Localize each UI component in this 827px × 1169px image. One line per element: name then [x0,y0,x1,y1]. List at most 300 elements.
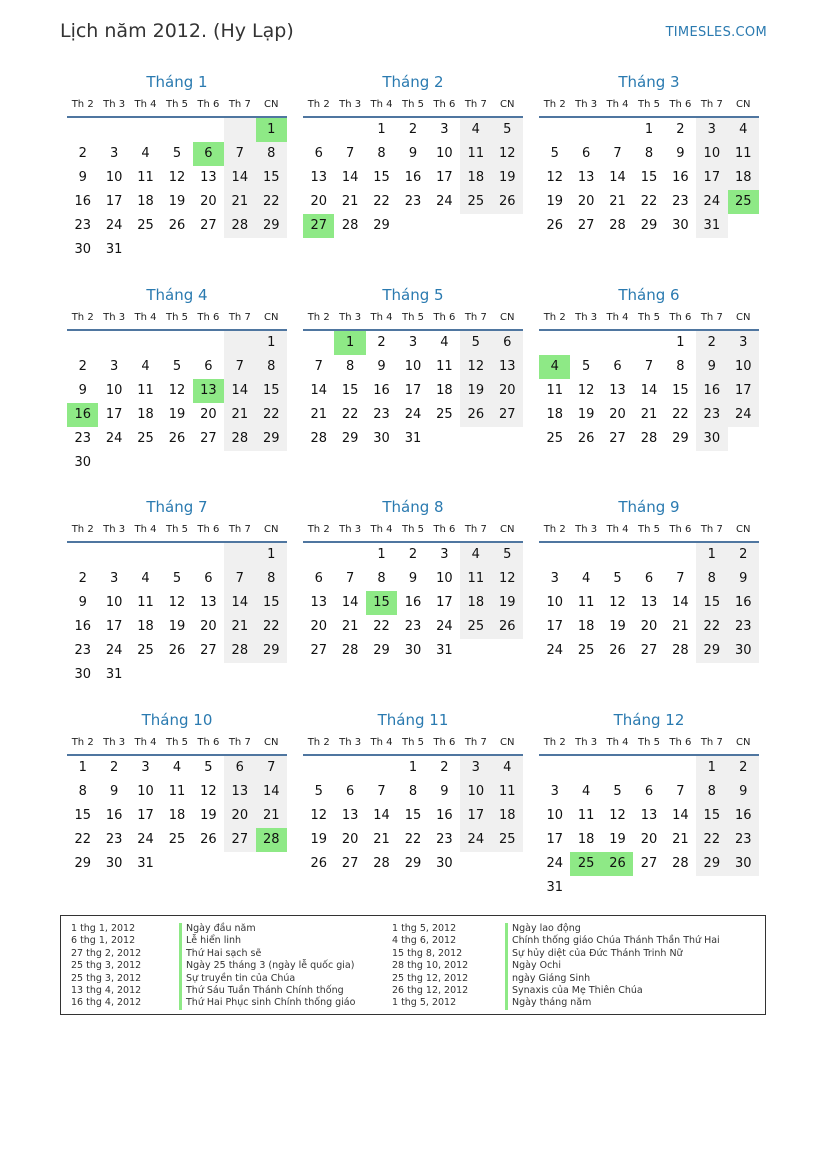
day-cell[interactable]: 3 [728,331,759,355]
day-cell[interactable]: 16 [404,170,422,185]
day-cell[interactable]: 21 [224,403,255,427]
day-cell[interactable]: 21 [310,407,327,422]
day-cell[interactable]: 22 [341,407,359,422]
day-cell[interactable]: 28 [672,643,689,658]
day-cell[interactable]: 28 [672,856,689,871]
day-cell[interactable]: 24 [404,407,422,422]
day-cell[interactable]: 19 [310,832,327,847]
day-cell[interactable]: 16 [105,808,123,823]
day-cell[interactable]: 9 [78,170,87,185]
day-cell[interactable]: 21 [672,619,689,634]
day-cell[interactable]: 16 [74,619,91,634]
day-cell[interactable]: 20 [200,194,217,209]
day-cell[interactable]: 6 [314,146,323,161]
day-cell[interactable]: 8 [377,146,386,161]
day-cell[interactable]: 4 [492,756,523,780]
holiday-day-cell[interactable]: 16 [67,403,98,427]
day-cell[interactable]: 18 [137,194,154,209]
day-cell[interactable]: 6 [204,359,213,374]
day-cell[interactable]: 16 [672,170,689,185]
day-cell[interactable]: 19 [546,194,563,209]
day-cell[interactable]: 24 [105,643,123,658]
day-cell[interactable]: 11 [137,595,154,610]
day-cell[interactable]: 11 [577,595,595,610]
day-cell[interactable]: 21 [256,804,287,828]
day-cell[interactable]: 26 [609,643,626,658]
day-cell[interactable]: 18 [460,591,491,615]
day-cell[interactable]: 30 [696,427,727,451]
day-cell[interactable]: 18 [546,407,563,422]
day-cell[interactable]: 6 [492,331,523,355]
day-cell[interactable]: 4 [460,118,491,142]
day-cell[interactable]: 27 [609,431,626,446]
day-cell[interactable]: 17 [546,619,563,634]
day-cell[interactable]: 23 [74,218,91,233]
day-cell[interactable]: 20 [577,194,595,209]
day-cell[interactable]: 5 [613,571,622,586]
day-cell[interactable]: 5 [172,571,182,586]
day-cell[interactable]: 2 [78,146,87,161]
day-cell[interactable]: 4 [581,571,591,586]
day-cell[interactable]: 23 [404,619,422,634]
day-cell[interactable]: 24 [728,403,759,427]
day-cell[interactable]: 12 [460,355,491,379]
day-cell[interactable]: 26 [546,218,563,233]
day-cell[interactable]: 11 [492,780,523,804]
day-cell[interactable]: 29 [404,856,422,871]
day-cell[interactable]: 31 [404,431,422,446]
day-cell[interactable]: 8 [78,784,87,799]
day-cell[interactable]: 13 [640,595,658,610]
day-cell[interactable]: 17 [696,166,727,190]
day-cell[interactable]: 6 [345,784,355,799]
day-cell[interactable]: 27 [200,218,217,233]
day-cell[interactable]: 8 [256,355,287,379]
day-cell[interactable]: 12 [492,567,523,591]
day-cell[interactable]: 7 [345,146,355,161]
day-cell[interactable]: 20 [200,407,217,422]
day-cell[interactable]: 28 [224,427,255,451]
day-cell[interactable]: 17 [105,194,123,209]
day-cell[interactable]: 10 [546,808,563,823]
day-cell[interactable]: 17 [105,407,123,422]
day-cell[interactable]: 11 [546,383,563,398]
day-cell[interactable]: 10 [105,170,123,185]
day-cell[interactable]: 24 [105,218,123,233]
day-cell[interactable]: 12 [168,595,186,610]
day-cell[interactable]: 17 [546,832,563,847]
day-cell[interactable]: 9 [728,780,759,804]
day-cell[interactable]: 19 [492,166,523,190]
day-cell[interactable]: 20 [224,804,255,828]
day-cell[interactable]: 4 [141,146,150,161]
day-cell[interactable]: 3 [550,571,559,586]
day-cell[interactable]: 3 [141,760,150,775]
day-cell[interactable]: 7 [256,756,287,780]
day-cell[interactable]: 19 [168,194,186,209]
day-cell[interactable]: 18 [728,166,759,190]
day-cell[interactable]: 14 [373,808,390,823]
day-cell[interactable]: 19 [200,808,217,823]
day-cell[interactable]: 7 [345,571,355,586]
day-cell[interactable]: 4 [460,543,491,567]
day-cell[interactable]: 26 [168,643,186,658]
day-cell[interactable]: 3 [460,756,491,780]
day-cell[interactable]: 28 [310,431,327,446]
day-cell[interactable]: 2 [408,547,418,562]
day-cell[interactable]: 23 [373,407,390,422]
day-cell[interactable]: 13 [609,383,626,398]
day-cell[interactable]: 7 [224,567,255,591]
day-cell[interactable]: 30 [373,431,390,446]
day-cell[interactable]: 1 [377,547,386,562]
day-cell[interactable]: 21 [224,190,255,214]
day-cell[interactable]: 25 [168,832,186,847]
day-cell[interactable]: 2 [78,571,87,586]
day-cell[interactable]: 1 [696,756,727,780]
day-cell[interactable]: 13 [310,170,327,185]
day-cell[interactable]: 4 [440,335,449,350]
day-cell[interactable]: 14 [672,808,689,823]
day-cell[interactable]: 14 [256,780,287,804]
day-cell[interactable]: 13 [341,808,359,823]
holiday-day-cell[interactable]: 15 [366,591,397,615]
day-cell[interactable]: 7 [613,146,622,161]
day-cell[interactable]: 7 [644,359,654,374]
day-cell[interactable]: 26 [460,403,491,427]
day-cell[interactable]: 19 [577,407,595,422]
holiday-day-cell[interactable]: 28 [256,828,287,852]
day-cell[interactable]: 5 [314,784,323,799]
day-cell[interactable]: 15 [672,383,689,398]
day-cell[interactable]: 27 [200,431,217,446]
day-cell[interactable]: 26 [492,615,523,639]
day-cell[interactable]: 9 [78,383,87,398]
day-cell[interactable]: 29 [256,639,287,663]
day-cell[interactable]: 24 [696,190,727,214]
day-cell[interactable]: 20 [609,407,626,422]
day-cell[interactable]: 14 [341,170,359,185]
day-cell[interactable]: 27 [224,828,255,852]
day-cell[interactable]: 28 [224,214,255,238]
day-cell[interactable]: 2 [728,756,759,780]
day-cell[interactable]: 6 [224,756,255,780]
day-cell[interactable]: 17 [404,383,422,398]
day-cell[interactable]: 9 [728,567,759,591]
day-cell[interactable]: 31 [105,242,123,257]
day-cell[interactable]: 1 [78,760,87,775]
day-cell[interactable]: 10 [436,146,453,161]
day-cell[interactable]: 15 [341,383,359,398]
day-cell[interactable]: 8 [644,146,654,161]
day-cell[interactable]: 29 [696,639,727,663]
day-cell[interactable]: 27 [577,218,595,233]
day-cell[interactable]: 17 [105,619,123,634]
day-cell[interactable]: 31 [137,856,154,871]
day-cell[interactable]: 11 [436,359,453,374]
day-cell[interactable]: 19 [492,591,523,615]
holiday-day-cell[interactable]: 27 [303,214,334,238]
day-cell[interactable]: 19 [168,619,186,634]
day-cell[interactable]: 11 [577,808,595,823]
day-cell[interactable]: 23 [74,431,91,446]
day-cell[interactable]: 11 [728,142,759,166]
day-cell[interactable]: 25 [137,643,154,658]
day-cell[interactable]: 26 [492,190,523,214]
day-cell[interactable]: 8 [256,142,287,166]
day-cell[interactable]: 16 [373,383,390,398]
day-cell[interactable]: 6 [314,571,323,586]
day-cell[interactable]: 22 [404,832,422,847]
day-cell[interactable]: 10 [404,359,422,374]
day-cell[interactable]: 12 [577,383,595,398]
day-cell[interactable]: 11 [137,383,154,398]
day-cell[interactable]: 5 [204,760,213,775]
day-cell[interactable]: 31 [546,880,563,895]
day-cell[interactable]: 9 [408,146,418,161]
day-cell[interactable]: 29 [373,218,390,233]
day-cell[interactable]: 12 [609,808,626,823]
day-cell[interactable]: 13 [200,170,217,185]
day-cell[interactable]: 30 [436,856,453,871]
day-cell[interactable]: 30 [672,218,689,233]
day-cell[interactable]: 10 [105,383,123,398]
day-cell[interactable]: 7 [676,784,685,799]
day-cell[interactable]: 9 [109,784,119,799]
day-cell[interactable]: 24 [546,856,563,871]
day-cell[interactable]: 12 [546,170,563,185]
day-cell[interactable]: 8 [696,780,727,804]
day-cell[interactable]: 9 [676,146,685,161]
day-cell[interactable]: 30 [74,667,91,682]
day-cell[interactable]: 16 [728,591,759,615]
day-cell[interactable]: 20 [310,194,327,209]
day-cell[interactable]: 6 [644,571,654,586]
day-cell[interactable]: 15 [256,591,287,615]
day-cell[interactable]: 25 [577,643,595,658]
day-cell[interactable]: 24 [460,828,491,852]
day-cell[interactable]: 1 [676,335,685,350]
day-cell[interactable]: 29 [341,431,359,446]
day-cell[interactable]: 13 [200,595,217,610]
day-cell[interactable]: 27 [310,643,327,658]
day-cell[interactable]: 9 [377,359,386,374]
day-cell[interactable]: 5 [460,331,491,355]
holiday-day-cell[interactable]: 26 [602,852,633,876]
day-cell[interactable]: 1 [256,543,287,567]
day-cell[interactable]: 18 [577,832,595,847]
day-cell[interactable]: 31 [436,643,453,658]
day-cell[interactable]: 20 [492,379,523,403]
day-cell[interactable]: 18 [168,808,186,823]
day-cell[interactable]: 2 [696,331,727,355]
day-cell[interactable]: 4 [172,760,182,775]
day-cell[interactable]: 15 [256,166,287,190]
day-cell[interactable]: 17 [460,804,491,828]
day-cell[interactable]: 1 [377,122,386,137]
day-cell[interactable]: 30 [105,856,123,871]
day-cell[interactable]: 18 [492,804,523,828]
day-cell[interactable]: 15 [696,804,727,828]
day-cell[interactable]: 5 [172,146,182,161]
day-cell[interactable]: 28 [640,431,658,446]
day-cell[interactable]: 24 [105,431,123,446]
day-cell[interactable]: 13 [224,780,255,804]
day-cell[interactable]: 15 [256,379,287,403]
day-cell[interactable]: 20 [640,832,658,847]
day-cell[interactable]: 5 [492,543,523,567]
day-cell[interactable]: 26 [577,431,595,446]
day-cell[interactable]: 18 [577,619,595,634]
day-cell[interactable]: 12 [200,784,217,799]
day-cell[interactable]: 7 [224,355,255,379]
day-cell[interactable]: 25 [137,431,154,446]
day-cell[interactable]: 6 [644,784,654,799]
day-cell[interactable]: 22 [74,832,91,847]
day-cell[interactable]: 12 [168,170,186,185]
day-cell[interactable]: 25 [460,615,491,639]
day-cell[interactable]: 21 [609,194,626,209]
day-cell[interactable]: 8 [676,359,685,374]
day-cell[interactable]: 26 [200,832,217,847]
day-cell[interactable]: 27 [492,403,523,427]
day-cell[interactable]: 16 [404,595,422,610]
day-cell[interactable]: 5 [172,359,182,374]
day-cell[interactable]: 19 [460,379,491,403]
day-cell[interactable]: 3 [440,547,449,562]
day-cell[interactable]: 29 [373,643,390,658]
day-cell[interactable]: 8 [696,567,727,591]
day-cell[interactable]: 15 [640,170,658,185]
day-cell[interactable]: 23 [105,832,123,847]
day-cell[interactable]: 29 [696,852,727,876]
day-cell[interactable]: 2 [728,543,759,567]
day-cell[interactable]: 16 [74,194,91,209]
day-cell[interactable]: 14 [224,166,255,190]
day-cell[interactable]: 18 [137,619,154,634]
day-cell[interactable]: 3 [109,571,119,586]
day-cell[interactable]: 8 [256,567,287,591]
day-cell[interactable]: 3 [550,784,559,799]
day-cell[interactable]: 25 [546,431,563,446]
day-cell[interactable]: 21 [640,407,658,422]
day-cell[interactable]: 20 [341,832,359,847]
day-cell[interactable]: 26 [310,856,327,871]
day-cell[interactable]: 29 [640,218,658,233]
day-cell[interactable]: 22 [256,403,287,427]
day-cell[interactable]: 4 [728,118,759,142]
day-cell[interactable]: 21 [341,619,359,634]
holiday-day-cell[interactable]: 4 [539,355,570,379]
day-cell[interactable]: 19 [609,619,626,634]
day-cell[interactable]: 7 [314,359,323,374]
day-cell[interactable]: 7 [676,571,685,586]
day-cell[interactable]: 26 [168,218,186,233]
day-cell[interactable]: 10 [546,595,563,610]
day-cell[interactable]: 14 [609,170,626,185]
day-cell[interactable]: 21 [224,615,255,639]
day-cell[interactable]: 3 [109,359,119,374]
day-cell[interactable]: 17 [728,379,759,403]
day-cell[interactable]: 23 [436,832,453,847]
day-cell[interactable]: 21 [373,832,390,847]
day-cell[interactable]: 9 [78,595,87,610]
day-cell[interactable]: 15 [696,591,727,615]
day-cell[interactable]: 22 [640,194,658,209]
day-cell[interactable]: 28 [224,639,255,663]
day-cell[interactable]: 10 [728,355,759,379]
day-cell[interactable]: 17 [436,170,453,185]
day-cell[interactable]: 30 [74,455,91,470]
day-cell[interactable]: 24 [546,643,563,658]
day-cell[interactable]: 16 [696,379,727,403]
day-cell[interactable]: 25 [137,218,154,233]
day-cell[interactable]: 2 [109,760,119,775]
day-cell[interactable]: 5 [581,359,591,374]
day-cell[interactable]: 28 [341,218,359,233]
day-cell[interactable]: 3 [696,118,727,142]
day-cell[interactable]: 28 [609,218,626,233]
day-cell[interactable]: 24 [436,619,453,634]
day-cell[interactable]: 2 [377,335,386,350]
day-cell[interactable]: 10 [137,784,154,799]
day-cell[interactable]: 24 [436,194,453,209]
day-cell[interactable]: 22 [696,828,727,852]
day-cell[interactable]: 25 [436,407,453,422]
day-cell[interactable]: 27 [640,856,658,871]
day-cell[interactable]: 8 [408,784,418,799]
holiday-day-cell[interactable]: 6 [193,142,224,166]
day-cell[interactable]: 11 [137,170,154,185]
day-cell[interactable]: 21 [672,832,689,847]
day-cell[interactable]: 14 [224,591,255,615]
day-cell[interactable]: 16 [728,804,759,828]
day-cell[interactable]: 30 [404,643,422,658]
day-cell[interactable]: 10 [436,571,453,586]
day-cell[interactable]: 17 [137,808,154,823]
day-cell[interactable]: 6 [613,359,622,374]
day-cell[interactable]: 20 [310,619,327,634]
day-cell[interactable]: 3 [408,335,418,350]
day-cell[interactable]: 29 [74,856,91,871]
day-cell[interactable]: 12 [310,808,327,823]
day-cell[interactable]: 22 [696,615,727,639]
day-cell[interactable]: 3 [109,146,119,161]
day-cell[interactable]: 9 [440,784,449,799]
day-cell[interactable]: 10 [460,780,491,804]
day-cell[interactable]: 24 [137,832,154,847]
day-cell[interactable]: 18 [137,407,154,422]
holiday-day-cell[interactable]: 25 [728,190,759,214]
day-cell[interactable]: 14 [310,383,327,398]
day-cell[interactable]: 7 [377,784,386,799]
day-cell[interactable]: 2 [408,122,418,137]
day-cell[interactable]: 25 [460,190,491,214]
day-cell[interactable]: 11 [168,784,186,799]
day-cell[interactable]: 16 [436,808,453,823]
day-cell[interactable]: 2 [676,122,685,137]
day-cell[interactable]: 23 [728,828,759,852]
day-cell[interactable]: 27 [640,643,658,658]
day-cell[interactable]: 4 [141,359,150,374]
holiday-day-cell[interactable]: 13 [193,379,224,403]
day-cell[interactable]: 4 [581,784,591,799]
day-cell[interactable]: 19 [609,832,626,847]
day-cell[interactable]: 23 [672,194,689,209]
day-cell[interactable]: 9 [696,355,727,379]
day-cell[interactable]: 12 [168,383,186,398]
day-cell[interactable]: 11 [460,142,491,166]
